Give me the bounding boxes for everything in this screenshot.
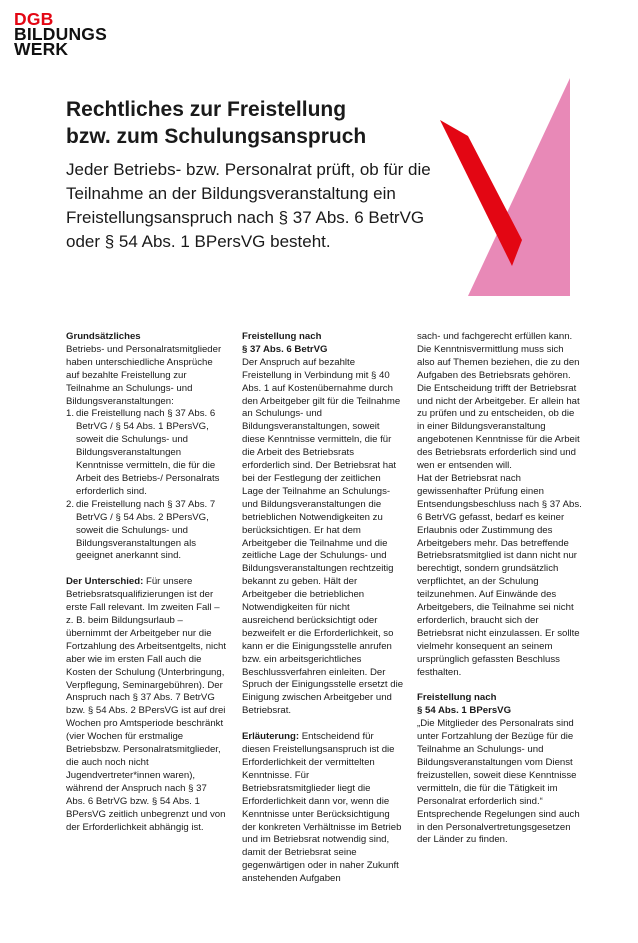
closing-paragraph: Entsprechende Regelungen sind auch in den Personalvertretungsgesetzen der Länder zu finden.	[417, 808, 580, 846]
explanation-paragraph	[242, 731, 404, 886]
body-paragraph: Hat der Betriebsrat nach gewissenhafter Prüfung einen Entsendungsbeschluss nach § 37 Abs. 6 BetrVG gefasst, bedarf es keiner Erlaubnis oder Zustimmung des Arbeitgebers mehr. Das betreffende Betriebsratsmitglied ist dann nicht nur berechtigt, sondern grundsätzlich verpflichtet, an der Schulung teilzunehmen. Auf Einwände des Arbeitgebers, die Teilnahme sei nicht erforderlich, braucht sich der Betriebsrat nicht einzulassen. Er sollte vielmehr konsequent an seinem ursprünglich gefassten Beschluss festhalten.	[417, 472, 582, 678]
explanation-text: Entscheidend für diesen Freistellungsanspruch ist die Erforderlichkeit der vermittelten Kenntnisse. Für Betriebsratsmitglieder liegt die Erforderlichkeit dann vor, wenn die Kenntnisse unter Berücksichtigung der konkreten Verhältnisse im Betrieb und im Betriebsrat notwendig sind, damit der Betriebsrat seine gegenwärtigen oder in naher Zukunft anstehenden Aufgaben	[242, 731, 402, 885]
logo-line-bildungs: BILDUNGS	[14, 24, 107, 44]
body-paragraph: Betriebs- und Personalratsmitglieder haben unterschiedliche Ansprüche auf bezahlte Freistellung zur Teilnahme an Schulungs- und Bildungsveranstaltungen:	[66, 343, 222, 407]
list-number: 1.	[66, 408, 75, 420]
section-heading-line-2: § 54 Abs. 1 BPersVG	[417, 705, 512, 717]
explanation-label: Erläuterung:	[242, 731, 300, 743]
intro-paragraph: Jeder Betriebs- bzw. Personalrat prüft, ob für die Teilnahme an der Bildungsveranstaltung ein Freistellungsanspruch nach § 37 Abs. 6 BetrVG oder § 54 Abs. 1 BPersVG besteht.	[66, 160, 431, 251]
list-number: 2.	[66, 498, 75, 510]
difference-label: Der Unterschied:	[66, 576, 144, 588]
page-title	[66, 96, 446, 150]
red-check-stroke	[440, 120, 522, 266]
difference-paragraph	[66, 576, 228, 834]
logo-line-dgb: DGB	[14, 9, 54, 29]
list-text: die Freistellung nach § 37 Abs. 7 BetrVG / § 54 Abs. 2 BPersVG, soweit die Schulungs- und Bildungsveranstaltungen als geeignet anerkannt sind.	[76, 498, 216, 562]
section-heading-line-2: § 37 Abs. 6 BetrVG	[242, 343, 328, 355]
logo-line-werk: WERK	[14, 39, 69, 59]
section-heading-line-1: Freistellung nach	[417, 692, 497, 704]
dgb-bildungswerk-logo	[14, 9, 107, 59]
section-heading-line-1: Freistellung nach	[242, 331, 322, 342]
difference-text: Für unsere Betriebsratsqualifizierungen ist der erste Fall relevant. Im zweiten Fall – z. B. beim Bildungsurlaub – übernimmt der Arbeitgeber nur die Fortzahlung des Arbeitsentgelts, nicht aber wie im ersten Fall auch die Kosten der Schulung (Unterbringung, Verpflegung, Seminargebühren). Der Anspruch nach § 37 Abs. 7 BetrVG bzw. § 54 Abs. 2 BPersVG ist auf drei Wochen pro Amtsperiode beschränkt (vier Wochen für erstmalige Betriebsbzw. Personalratsmitglieder, die auch noch nicht Jugendvertreter*innen waren), während der Anspruch nach § 37 Abs. 6 BetrVG bzw. § 54 Abs. 1 BPersVG zeitlich unbegrenzt und von der Erforderlichkeit abhängig ist.	[66, 576, 226, 833]
column-grundsaetzliches	[66, 331, 228, 834]
numbered-list	[66, 408, 228, 563]
title-line-1: Rechtliches zur Freistellung	[66, 98, 347, 121]
body-paragraph: sach- und fachgerecht erfüllen kann. Die Kenntnisvermittlung muss sich also auf Themen beziehen, die zu den Aufgaben des Betriebsrats gehören. Die Entscheidung trifft der Betriebsrat und nicht der Arbeitgeber. Er allein hat zu prüfen und zu entscheiden, ob die in einer Bildungsveranstaltung angebotenen Kenntnisse für die Arbeit des Betriebsrats erforderlich sind und wen er entsenden will.	[417, 331, 580, 472]
list-item	[66, 408, 228, 498]
list-text: die Freistellung nach § 37 Abs. 6 BetrVG / § 54 Abs. 1 BPersVG, soweit die Schulungs- und Bildungsveranstaltungen Kenntnisse vermitteln, die für die Arbeit des Betriebs-/ Personalrats erforderlich sind.	[76, 408, 220, 497]
quote-paragraph: „Die Mitglieder des Personalrats sind unter Fortzahlung der Bezüge für die Teilnahme an Schulungs- und Bildungsveranstaltungen vom Dienst freizustellen, soweit diese Kenntnisse vermitteln, die für die Tätigkeit im Personalrat erforderlich sind.“	[417, 718, 577, 807]
column-continuation	[417, 331, 583, 847]
column-freistellung-37-6	[242, 331, 404, 886]
title-line-2: bzw. zum Schulungsanspruch	[66, 125, 367, 148]
body-paragraph: Der Anspruch auf bezahlte Freistellung in Verbindung mit § 40 Abs. 1 auf Kostenübernahme durch den Arbeitgeber gilt für die Teilnahme an Schulungs- und Bildungsveranstaltungen, soweit diese Kenntnisse vermitteln, die für die Arbeit des Betriebsrats erforderlich sind. Der Betriebsrat hat bei der Festlegung der zeitlichen Lage der Teilnahme an Schulungs- und Bildungsveranstaltungen die betrieblichen Notwendigkeiten zu berücksichtigen. Er hat dem Arbeitgeber die Teilnahme und die zeitliche Lage der Schulungs- und Bildungsveranstaltungen rechtzeitig bekannt zu geben. Hält der Arbeitgeber die betrieblichen Notwendigkeiten für nicht ausreichend berücksichtigt oder bezweifelt er die Erforderlichkeit, so kann er die Einigungsstelle anrufen bzw. ein arbeitsgerichtliches Beschlussverfahren einleiten. Der Spruch der Einigungsstelle ersetzt die Einigung zwischen Arbeitgeber und Betriebsrat.	[242, 356, 404, 717]
list-item	[66, 499, 228, 564]
decorative-triangle-graphic	[440, 70, 600, 310]
section-heading: Grundsätzliches	[66, 331, 141, 342]
